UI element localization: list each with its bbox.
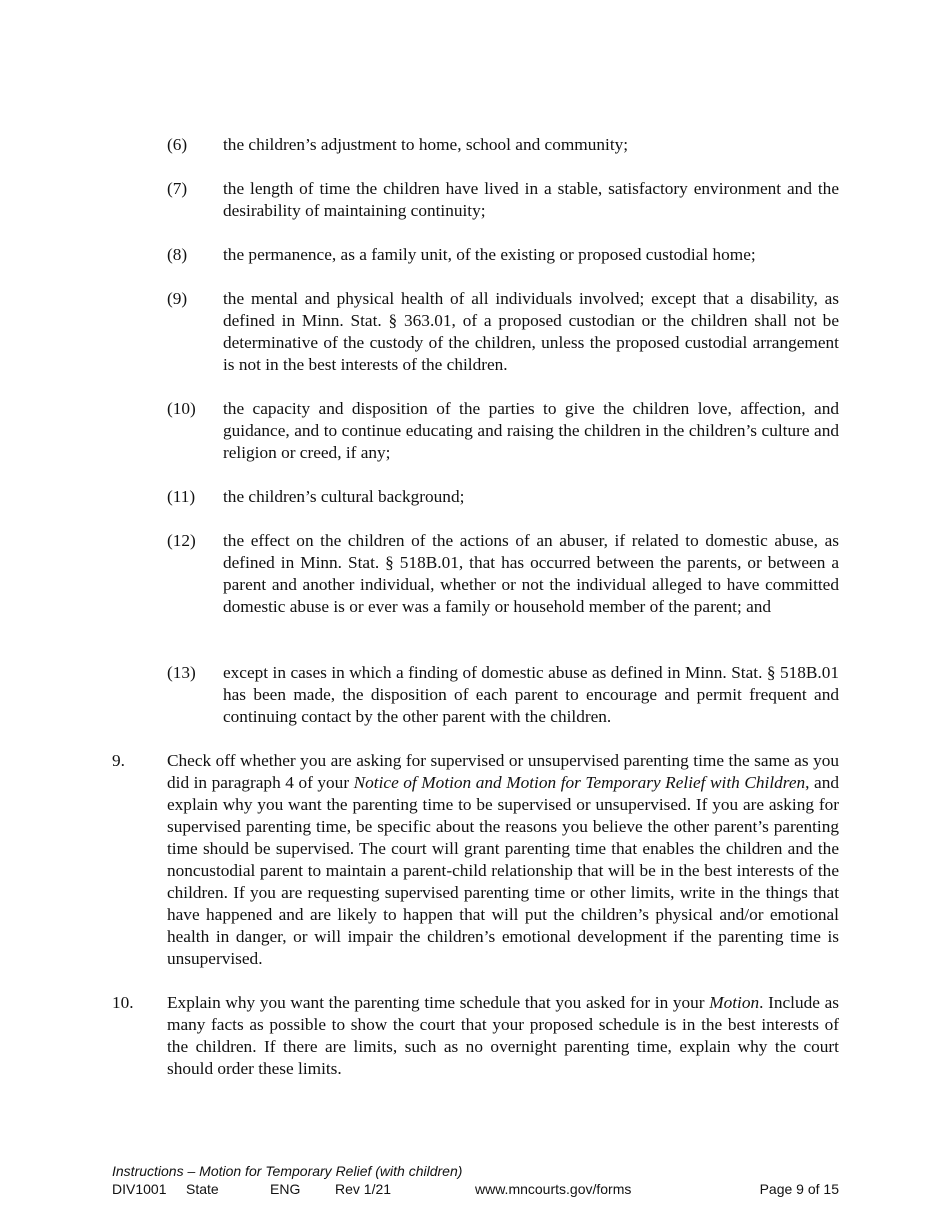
- revision: Rev 1/21: [335, 1181, 392, 1197]
- item-number: (6): [167, 135, 188, 154]
- list-item: [167, 486, 839, 508]
- paragraph-text: [167, 992, 839, 1080]
- paragraph-number: 10.: [112, 993, 134, 1012]
- item-text: the children’s cultural background;: [223, 487, 465, 506]
- paragraph-text: [167, 750, 839, 970]
- jurisdiction: State: [186, 1181, 219, 1197]
- paragraph-number: 9.: [112, 751, 125, 770]
- item-number: (10): [167, 399, 196, 418]
- item-text: the capacity and disposition of the parties to give the children love, affection, and guidance, and to continue educating and raising the children in the children’s culture and religion or creed, if any;: [223, 399, 839, 462]
- language: ENG: [270, 1181, 301, 1197]
- form-title-reference: Motion: [709, 993, 760, 1012]
- item-number: (11): [167, 487, 196, 506]
- item-number: (12): [167, 531, 196, 550]
- list-item: [167, 288, 839, 376]
- item-number: (7): [167, 179, 188, 198]
- list-item: [167, 662, 839, 728]
- item-text: the mental and physical health of all individuals involved; except that a disability, as defined in Minn. Stat. § 363.01, of a proposed custodian or the children shall not be determinative of the custody of the children, unless the proposed custodial arrangement is not in the best interests of the children.: [223, 289, 839, 374]
- paragraph-text-part: , and explain why you want the parenting time to be supervised or unsupervised. If you are asking for supervised parenting time, be specific about the reasons you believe the other parent’s parenting time should be supervised. The court will grant parenting time that enables the children and the noncustodial parent to maintain a parent-child relationship that will be in the best interests of the children. If you are requesting supervised parenting time or other limits, write in the things that have happened and are likely to happen that will put the children’s physical and/or emotional health in danger, or will impair the children’s emotional development if the parenting time is unsupervised.: [167, 773, 839, 968]
- form-title-reference: Notice of Motion and Motion for Temporary Relief with Children: [353, 773, 806, 792]
- footer-title: Instructions – Motion for Temporary Relief (with children): [112, 1163, 463, 1179]
- paragraph-text-part: Check off whether you are asking for supervised or unsupervised parenting time the same as you did in paragraph 4 of your: [167, 751, 839, 792]
- page-number: Page 9 of 15: [759, 1181, 839, 1197]
- paragraph-text-part: Explain why you want the parenting time schedule that you asked for in your: [167, 993, 710, 1012]
- numbered-paragraph-9: [112, 750, 839, 970]
- item-text: the permanence, as a family unit, of the existing or proposed custodial home;: [223, 245, 756, 264]
- item-text: the effect on the children of the actions of an abuser, if related to domestic abuse, as defined in Minn. Stat. § 518B.01, that has occurred between the parents, or between a parent and another individual, whether or not the individual alleged to have committed domestic abuse is or ever was a family or household member of the parent; and: [223, 531, 839, 616]
- page-footer: [112, 1162, 839, 1198]
- forms-url: www.mncourts.gov/forms: [475, 1181, 632, 1197]
- footer-meta-row: [112, 1180, 839, 1198]
- list-item: [167, 178, 839, 222]
- form-id: DIV1001: [112, 1181, 167, 1197]
- list-item: [167, 244, 839, 266]
- list-item: [167, 398, 839, 464]
- item-text: the length of time the children have lived in a stable, satisfactory environment and the desirability of maintaining continuity;: [223, 179, 839, 220]
- numbered-paragraph-10: [112, 992, 839, 1080]
- item-text: the children’s adjustment to home, school and community;: [223, 135, 629, 154]
- list-item: [167, 530, 839, 618]
- item-number: (8): [167, 245, 188, 264]
- list-item: [167, 134, 839, 156]
- item-text: except in cases in which a finding of domestic abuse as defined in Minn. Stat. § 518B.01 has been made, the disposition of each parent to encourage and permit frequent and continuing contact by the other parent with the children.: [223, 663, 839, 726]
- paragraph-text-part: . Include as many facts as possible to show the court that your proposed schedule is in the best interests of the children. If there are limits, such as no overnight parenting time, explain why the court should order these limits.: [167, 993, 839, 1078]
- item-number: (13): [167, 663, 196, 682]
- item-number: (9): [167, 289, 188, 308]
